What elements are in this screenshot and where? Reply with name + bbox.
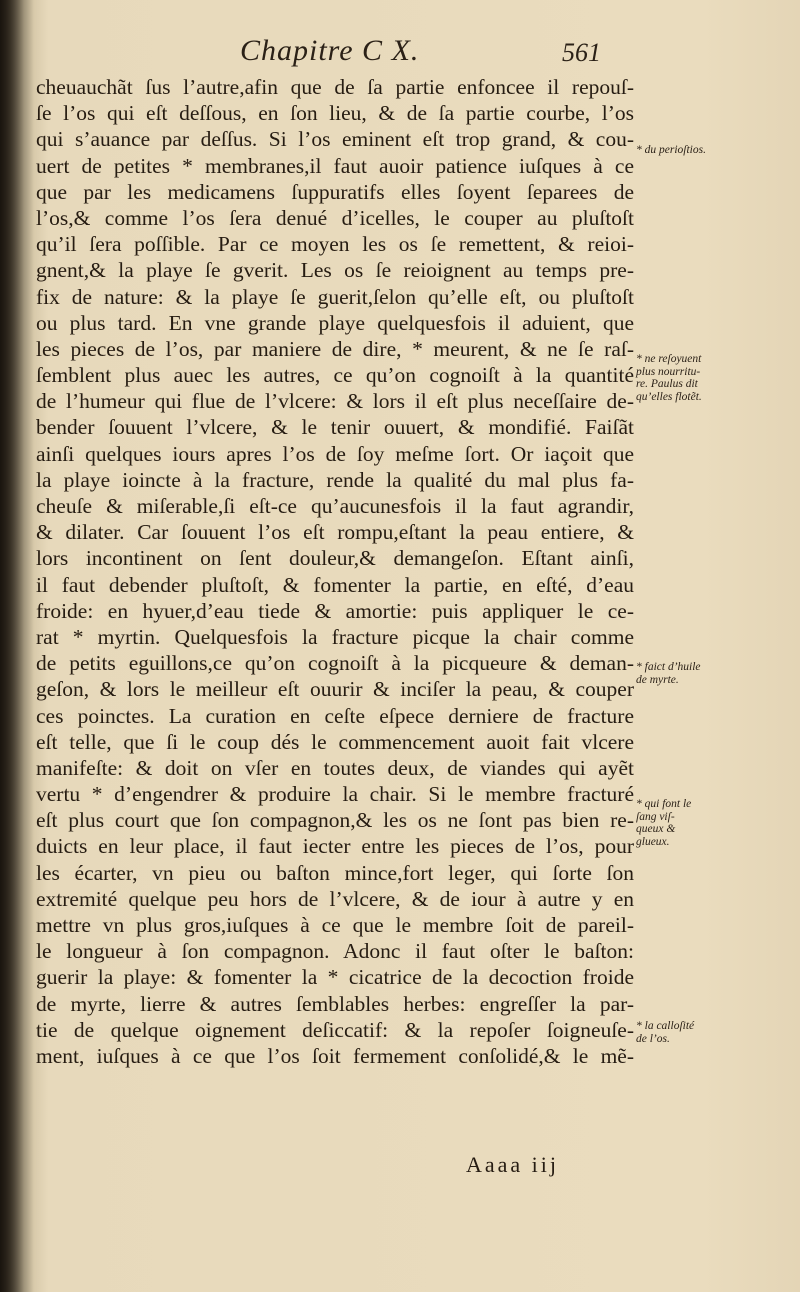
text-line: ment, iuſques à ce que l’os ſoit fermement conſolidé,& le mẽ- <box>36 1043 634 1068</box>
text-line: mettre vn plus gros,iuſques à ce que le membre ſoit de pareil- <box>36 913 634 937</box>
text-line: ſe l’os qui eſt deſſous, en ſon lieu, & de ſa partie courbe, l’os <box>36 101 634 126</box>
text-line: les écarter, vn pieu ou baſton mince,fort leger, qui ſorte ſon <box>36 860 634 885</box>
text-line: ſemblent plus auec les autres, ce qu’on cognoiſt à la quantité <box>36 363 634 388</box>
margin-line: de myrte. <box>636 673 679 686</box>
chapter-heading: Chapitre C X. <box>240 34 420 67</box>
margin-line: * ne reſoyuent <box>636 353 702 365</box>
gutter-shadow <box>0 0 34 1292</box>
text-line: de myrte, lierre & autres ſemblables herbes: engreſſer la par- <box>36 991 634 1016</box>
text-line: & dilater. Car ſouuent l’os eſt rompu,eſtant la peau entiere, & <box>36 520 634 545</box>
text-line: ou plus tard. En vne grande playe quelquesfois il aduient, que <box>36 310 634 335</box>
text-line: cheuauchãt ſus l’autre,afin que de ſa partie enfoncee il repouſ- <box>36 75 634 99</box>
margin-note-2 <box>636 353 796 403</box>
text-line: cheuſe & miſerable,ſi eſt-ce qu’aucunesfois il la faut agrandir, <box>36 494 634 518</box>
text-line: froide: en hyuer,d’eau tiede & amortie: puis appliquer le ce- <box>36 598 634 623</box>
signature-mark: Aaaa iij <box>466 1152 560 1177</box>
text-line: eſt plus court que ſon compagnon,& les os ne ſont pas bien re- <box>36 808 634 833</box>
running-head <box>0 34 800 74</box>
margin-note-4 <box>636 798 796 848</box>
text-line: ces poinctes. La curation en ceſte eſpece derniere de fracture <box>36 703 634 728</box>
margin-line: queux & <box>636 823 676 835</box>
margin-line: de l’os. <box>636 1032 670 1045</box>
margin-line: * la calloſité <box>636 1020 695 1032</box>
text-line: que par les medicamens ſuppuratifs elles ſoyent ſeparees de <box>36 179 634 204</box>
text-line: tie de quelque oignement deſiccatif: & la repoſer ſoigneuſe- <box>36 1017 634 1042</box>
margin-line: * faict d’huile <box>636 661 701 673</box>
text-line: extremité quelque peu hors de l’vlcere, & de iour à autre y en <box>36 886 634 911</box>
margin-line: re. Paulus dit <box>636 378 698 390</box>
text-line: manifeſte: & doit on vſer en toutes deux, de viandes qui ayẽt <box>36 755 634 780</box>
margin-line: * du perioſtios. <box>636 144 706 156</box>
margin-note-1 <box>636 144 796 157</box>
margin-note-5 <box>636 1020 796 1045</box>
text-line: vertu * d’engendrer & produire la chair. Si le membre fracturé <box>36 782 634 807</box>
text-line: qu’il ſera poſſible. Par ce moyen les os ſe remettent, & reioi- <box>36 232 634 257</box>
text-line: rat * myrtin. Quelquesfois la fracture picque la chair comme <box>36 624 634 649</box>
text-line: il faut debender pluſtoſt, & fomenter la partie, en eſté, d’eau <box>36 572 634 597</box>
text-line: qui s’auance par deſſus. Si l’os eminent eſt trop grand, & cou- <box>36 127 634 152</box>
body-text <box>36 74 634 1069</box>
text-line: le longueur à ſon compagnon. Adonc il faut oſter le baſton: <box>36 939 634 964</box>
text-line: geſon, & lors le meilleur eſt ouurir & inciſer la peau, & couper <box>36 677 634 702</box>
text-line: les pieces de l’os, par maniere de dire, * meurent, & ne ſe raſ- <box>36 336 634 361</box>
margin-note-3 <box>636 661 796 686</box>
text-line: de petits eguillons,ce qu’on cognoiſt à la picqueure & deman- <box>36 651 634 676</box>
text-line: ainſi quelques iours apres l’os de ſoy meſme ſort. Or iaçoit que <box>36 441 634 466</box>
text-line: fix de nature: & la playe ſe guerit,ſelon qu’elle eſt, ou pluſtoſt <box>36 284 634 309</box>
text-line: uert de petites * membranes,il faut auoir patience iuſques à ce <box>36 153 634 178</box>
margin-line: ſang viſ- <box>636 810 675 823</box>
text-line: lors incontinent on ſent douleur,& demangeſon. Eſtant ainſi, <box>36 546 634 571</box>
margin-line: * qui font le <box>636 798 692 810</box>
text-line: de l’humeur qui flue de l’vlcere: & lors il eſt plus neceſſaire de- <box>36 389 634 414</box>
text-line: duicts en leur place, il faut iecter entre les pieces de l’os, pour <box>36 834 634 859</box>
text-line: gnent,& la playe ſe gverit. Les os ſe reioignent au temps pre- <box>36 258 634 283</box>
text-line: la playe ioincte à la fracture, rende la qualité du mal plus fa- <box>36 467 634 492</box>
text-line: bender ſouuent l’vlcere, & le tenir ouuert, & mondifié. Faiſãt <box>36 415 634 440</box>
margin-line: qu’elles flotẽt. <box>636 390 702 403</box>
text-line: guerir la playe: & fomenter la * cicatrice de la decoction froide <box>36 965 634 990</box>
text-line: l’os,& comme l’os ſera denué d’icelles, le couper au pluſtoſt <box>36 205 634 230</box>
page-number: 561 <box>562 38 601 67</box>
margin-line: plus nourritu- <box>636 365 701 378</box>
text-line: eſt telle, que ſi le coup dés le commencement auoit fait vlcere <box>36 729 634 754</box>
margin-line: glueux. <box>636 835 670 848</box>
